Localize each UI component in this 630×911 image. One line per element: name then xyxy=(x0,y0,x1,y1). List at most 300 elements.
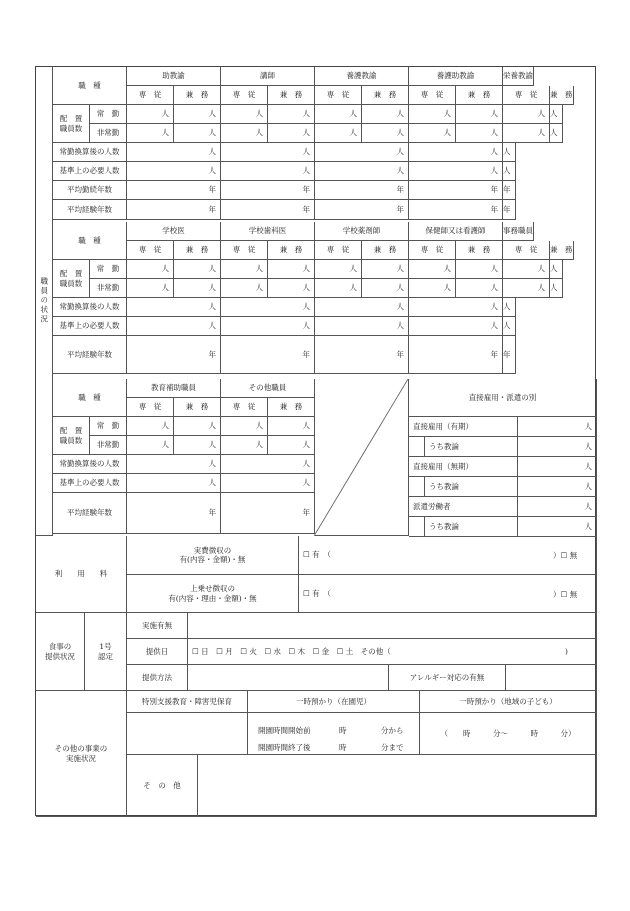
label-hijokin-text: 非常勤 xyxy=(96,283,120,293)
subheader-senju xyxy=(221,241,268,260)
label-hitsuyo xyxy=(53,474,127,493)
input-hitsuyo-text: 人 xyxy=(208,478,216,488)
input-count-kennin[interactable] xyxy=(174,417,221,436)
input-count-kennin[interactable] xyxy=(268,417,315,436)
input-count-kennin[interactable] xyxy=(174,260,221,279)
column-header xyxy=(221,67,315,86)
label-hitsuyo-text: 基準上の必要人数 xyxy=(59,478,120,488)
label-haichi-text: 配 置 職員数 xyxy=(59,269,83,288)
input-count-kennin[interactable] xyxy=(174,124,221,143)
input-hitsuyo-text: 人 xyxy=(503,321,511,331)
header-shokushu xyxy=(53,379,127,417)
input-kinzoku[interactable] xyxy=(221,181,315,200)
dispatch-row-label xyxy=(409,417,518,437)
column-header-text: 学校歯科医 xyxy=(248,226,287,236)
meal-jisshi-label xyxy=(127,613,188,639)
input-count-kennin-text: 人 xyxy=(208,440,216,450)
other-temp-out-label-text: 一時預かり（地域の子ども） xyxy=(459,696,557,706)
input-dispatch-count[interactable] xyxy=(518,417,597,437)
input-count-senju-text: 人 xyxy=(161,421,169,431)
meal-jisshi-label-text: 実施有無 xyxy=(142,620,172,630)
input-count-kennin-text: 人 xyxy=(396,128,404,138)
input-count-senju[interactable] xyxy=(127,279,174,298)
label-jokin-text: 常 勤 xyxy=(96,421,120,431)
input-temp-out-text: （ 時 分〜 時 分） xyxy=(440,728,576,738)
input-keiken-text: 年 xyxy=(490,204,498,214)
input-hitsuyo-text: 人 xyxy=(208,321,216,331)
label-keiken xyxy=(53,493,127,534)
column-header-text: その他職員 xyxy=(248,383,287,393)
input-count-kennin[interactable] xyxy=(268,260,315,279)
input-count-kennin[interactable] xyxy=(174,105,221,124)
input-count-kennin[interactable] xyxy=(550,124,563,143)
input-kansan[interactable] xyxy=(221,298,315,317)
subheader-kennin xyxy=(550,86,574,105)
fees-row2-close: ）☐ 無 xyxy=(553,590,578,599)
input-kinzoku[interactable] xyxy=(503,181,516,200)
input-keiken[interactable] xyxy=(503,200,516,220)
subheader-senju-text: 専 従 xyxy=(420,90,444,100)
input-count-senju[interactable] xyxy=(127,124,174,143)
input-kansan-text: 人 xyxy=(396,302,404,312)
input-keiken-text: 年 xyxy=(208,349,216,359)
input-keiken-text: 年 xyxy=(396,204,404,214)
input-kansan[interactable] xyxy=(409,298,503,317)
input-count-senju[interactable] xyxy=(503,105,550,124)
input-count-senju[interactable] xyxy=(221,417,268,436)
input-dispatch-count[interactable] xyxy=(518,517,597,537)
input-count-senju-text: 人 xyxy=(255,264,263,274)
subheader-senju xyxy=(503,86,550,105)
subheader-senju xyxy=(409,241,456,260)
input-dispatch-count[interactable] xyxy=(518,477,597,497)
meal-title-text: 食事の 提供状況 xyxy=(45,642,75,661)
input-kansan-text: 人 xyxy=(490,147,498,157)
school-staff-form xyxy=(35,66,596,816)
input-hitsuyo-text: 人 xyxy=(503,166,511,176)
input-meal-days-text: ☐ 日 ☐ 月 ☐ 火 ☐ 水 ☐ 木 ☐ 金 ☐ 土 その他（ xyxy=(192,646,391,656)
label-hijokin-text: 非常勤 xyxy=(96,440,120,450)
input-hitsuyo[interactable] xyxy=(127,162,221,181)
subheader-senju-text: 専 従 xyxy=(138,245,162,255)
input-count-kennin-text: 人 xyxy=(208,264,216,274)
input-hitsuyo-text: 人 xyxy=(396,166,404,176)
input-count-kennin[interactable] xyxy=(456,260,503,279)
input-hitsuyo-text: 人 xyxy=(490,321,498,331)
subheader-kennin xyxy=(456,86,503,105)
input-kansan[interactable] xyxy=(409,143,503,162)
subheader-kennin-text: 兼 務 xyxy=(467,90,491,100)
meal-sub-text: 1号 認定 xyxy=(98,642,113,661)
subheader-kennin-text: 兼 務 xyxy=(467,245,491,255)
input-hitsuyo[interactable] xyxy=(127,474,221,493)
input-count-kennin[interactable] xyxy=(362,105,409,124)
subheader-senju xyxy=(315,86,362,105)
input-count-kennin-text: 人 xyxy=(396,264,404,274)
input-count-senju[interactable] xyxy=(127,417,174,436)
input-count-kennin[interactable] xyxy=(550,105,563,124)
input-count-senju-text: 人 xyxy=(349,128,357,138)
open-after-label: 開園時間終了後 xyxy=(258,743,311,752)
input-hitsuyo[interactable] xyxy=(503,317,516,336)
input-count-senju[interactable] xyxy=(315,124,362,143)
label-kansan xyxy=(53,298,127,317)
column-header xyxy=(127,67,221,86)
input-keiken[interactable] xyxy=(127,493,221,534)
input-count-kennin-text: 人 xyxy=(550,109,558,119)
fees-row1-close: ）☐ 無 xyxy=(553,551,578,560)
label-kinzoku-text: 平均勤続年数 xyxy=(67,185,112,195)
input-dispatch-count[interactable] xyxy=(518,457,597,477)
input-kansan-text: 人 xyxy=(302,302,310,312)
header-shokushu-text: 職 種 xyxy=(78,80,101,90)
input-kansan[interactable] xyxy=(315,143,409,162)
input-count-senju[interactable] xyxy=(127,260,174,279)
input-keiken-text: 年 xyxy=(208,204,216,214)
label-haichi-text: 配 置 職員数 xyxy=(59,426,83,445)
input-count-kennin-text: 人 xyxy=(490,264,498,274)
column-header xyxy=(409,67,503,86)
input-hitsuyo-text: 人 xyxy=(208,166,216,176)
input-keiken-text: 年 xyxy=(503,349,511,359)
input-keiken[interactable] xyxy=(315,200,409,220)
subheader-kennin xyxy=(268,241,315,260)
column-header-text: 事務職員 xyxy=(503,226,533,236)
column-header-text: 教育補助職員 xyxy=(151,383,196,393)
input-meal-houhou[interactable] xyxy=(188,665,389,691)
subheader-kennin xyxy=(268,398,315,417)
label-hitsuyo xyxy=(53,317,127,336)
subheader-kennin-text: 兼 務 xyxy=(550,90,573,100)
subheader-kennin-text: 兼 務 xyxy=(185,245,209,255)
input-count-kennin[interactable] xyxy=(456,124,503,143)
dispatch-row-label-text: うち教論 xyxy=(429,441,459,451)
input-count-kennin-text: 人 xyxy=(302,128,310,138)
input-count-senju[interactable] xyxy=(221,436,268,455)
input-keiken[interactable] xyxy=(315,336,409,374)
other-temp-in-label-text: 一時預かり（在園児） xyxy=(296,696,371,706)
input-dispatch-count-text: 人 xyxy=(584,461,592,471)
column-header xyxy=(503,222,534,241)
input-keiken[interactable] xyxy=(409,336,503,374)
subheader-kennin-text: 兼 務 xyxy=(373,90,397,100)
input-kinzoku[interactable] xyxy=(315,181,409,200)
input-hitsuyo-text: 人 xyxy=(396,321,404,331)
input-count-senju[interactable] xyxy=(409,260,456,279)
input-count-kennin-text: 人 xyxy=(302,109,310,119)
label-hijokin-text: 非常勤 xyxy=(96,128,120,138)
input-hitsuyo[interactable] xyxy=(127,317,221,336)
input-fees-row1-text: ☐ 有 （ xyxy=(303,550,331,560)
column-header xyxy=(315,222,409,241)
input-dispatch-count-text: 人 xyxy=(584,421,592,431)
input-count-kennin[interactable] xyxy=(456,279,503,298)
column-header xyxy=(221,222,315,241)
input-kansan[interactable] xyxy=(221,455,315,474)
fees-row1-label xyxy=(127,536,299,575)
other-special-label-text: 特別支援教育・障害児保育 xyxy=(142,696,232,706)
open-before-fun: 分から xyxy=(381,726,404,735)
input-hitsuyo[interactable] xyxy=(221,317,315,336)
label-kinzoku xyxy=(53,181,127,200)
input-count-kennin-text: 人 xyxy=(550,264,558,274)
input-kansan-text: 人 xyxy=(302,147,310,157)
label-keiken xyxy=(53,336,127,374)
label-kansan-text: 常勤換算後の人数 xyxy=(59,147,120,157)
column-header xyxy=(315,67,409,86)
column-header-text: 講師 xyxy=(260,71,275,81)
input-count-kennin-text: 人 xyxy=(302,421,310,431)
input-kinzoku[interactable] xyxy=(409,181,503,200)
input-keiken[interactable] xyxy=(221,200,315,220)
open-after-ji: 時 xyxy=(339,743,347,752)
input-count-senju-text: 人 xyxy=(349,109,357,119)
input-count-kennin[interactable] xyxy=(268,105,315,124)
subheader-senju-text: 専 従 xyxy=(326,245,350,255)
dispatch-row-label-text: うち教論 xyxy=(429,521,459,531)
input-kinzoku-text: 年 xyxy=(208,185,216,195)
input-count-kennin[interactable] xyxy=(174,436,221,455)
open-before-label: 開園時間開始前 xyxy=(258,726,311,735)
input-count-kennin-text: 人 xyxy=(208,128,216,138)
input-count-kennin[interactable] xyxy=(550,279,563,298)
input-meal-allergy[interactable] xyxy=(506,665,597,691)
input-count-senju-text: 人 xyxy=(443,128,451,138)
input-count-senju[interactable] xyxy=(315,279,362,298)
input-hitsuyo[interactable] xyxy=(315,162,409,181)
fees-title-text: 利 用 料 xyxy=(54,569,108,579)
label-haichi xyxy=(53,260,90,298)
input-kansan[interactable] xyxy=(127,298,221,317)
input-keiken-text: 年 xyxy=(302,349,310,359)
input-count-kennin-text: 人 xyxy=(396,109,404,119)
input-keiken[interactable] xyxy=(127,200,221,220)
input-count-senju-text: 人 xyxy=(161,109,169,119)
label-hitsuyo xyxy=(53,162,127,181)
input-count-kennin-text: 人 xyxy=(302,440,310,450)
input-count-senju-text: 人 xyxy=(255,109,263,119)
input-kansan-text: 人 xyxy=(503,302,511,312)
label-jokin xyxy=(90,105,127,124)
fees-row1-label-text: 実費徴収の 有(内容・金額)・無 xyxy=(179,545,246,564)
input-hitsuyo-text: 人 xyxy=(302,321,310,331)
other-title xyxy=(36,691,127,817)
input-keiken[interactable] xyxy=(221,336,315,374)
input-count-kennin-text: 人 xyxy=(302,264,310,274)
input-dispatch-count[interactable] xyxy=(518,437,597,457)
input-count-kennin[interactable] xyxy=(362,260,409,279)
input-count-kennin-text: 人 xyxy=(490,109,498,119)
input-count-kennin[interactable] xyxy=(362,124,409,143)
input-meal-jisshi[interactable] xyxy=(188,613,597,639)
other-sonota-label-text: そ の 他 xyxy=(143,780,181,790)
label-jokin xyxy=(90,260,127,279)
input-count-senju-text: 人 xyxy=(537,128,545,138)
staff-section-label-text: 職員の状況 xyxy=(39,277,49,325)
input-keiken[interactable] xyxy=(127,336,221,374)
input-hitsuyo[interactable] xyxy=(503,162,516,181)
subheader-senju-text: 専 従 xyxy=(326,90,350,100)
input-kansan[interactable] xyxy=(315,298,409,317)
other-title-text: その他の事業の 実施状況 xyxy=(54,744,108,763)
open-before-ji: 時 xyxy=(339,726,347,735)
subheader-kennin-text: 兼 務 xyxy=(279,90,303,100)
column-header-text: 栄養教諭 xyxy=(503,71,533,81)
label-haichi xyxy=(53,105,90,143)
fees-row2-label-text: 上乗せ徴収の 有(内容・理由・金額)・無 xyxy=(168,584,257,603)
column-header xyxy=(127,222,221,241)
label-jokin-text: 常 勤 xyxy=(96,264,120,274)
input-count-senju-text: 人 xyxy=(349,283,357,293)
meal-allergy-label-text: アレルギー対応の有無 xyxy=(409,672,485,682)
input-count-kennin[interactable] xyxy=(550,260,563,279)
input-count-senju[interactable] xyxy=(409,124,456,143)
input-kansan-text: 人 xyxy=(208,459,216,469)
input-dispatch-count[interactable] xyxy=(518,497,597,517)
input-count-senju[interactable] xyxy=(221,105,268,124)
column-header xyxy=(127,379,221,398)
input-count-senju-text: 人 xyxy=(349,264,357,274)
input-kansan[interactable] xyxy=(127,455,221,474)
input-sonota[interactable] xyxy=(198,755,597,817)
dispatch-title xyxy=(409,379,597,417)
meal-teikyobi-label xyxy=(127,639,188,665)
label-keiken-text: 平均経験年数 xyxy=(67,349,112,359)
input-count-senju[interactable] xyxy=(503,260,550,279)
subheader-senju-text: 専 従 xyxy=(138,402,162,412)
input-kansan-text: 人 xyxy=(208,302,216,312)
input-kansan-text: 人 xyxy=(396,147,404,157)
label-kansan xyxy=(53,143,127,162)
input-count-kennin[interactable] xyxy=(174,279,221,298)
subheader-senju xyxy=(409,86,456,105)
input-count-kennin[interactable] xyxy=(268,279,315,298)
input-hitsuyo[interactable] xyxy=(315,317,409,336)
dispatch-row-label xyxy=(409,497,518,517)
input-keiken-text: 年 xyxy=(490,349,498,359)
input-hitsuyo[interactable] xyxy=(409,162,503,181)
input-hitsuyo[interactable] xyxy=(221,474,315,493)
dispatch-row-label xyxy=(409,457,518,477)
input-hitsuyo[interactable] xyxy=(221,162,315,181)
meal-sub xyxy=(85,613,127,691)
subheader-kennin-text: 兼 務 xyxy=(279,245,303,255)
input-keiken-text: 年 xyxy=(208,508,216,518)
input-hitsuyo[interactable] xyxy=(409,317,503,336)
label-jokin-text: 常 勤 xyxy=(96,109,120,119)
subheader-kennin xyxy=(174,241,221,260)
dispatch-row-label-text: 直接雇用（無期） xyxy=(413,461,473,471)
input-dispatch-count-text: 人 xyxy=(584,481,592,491)
input-count-senju-text: 人 xyxy=(161,264,169,274)
subheader-kennin-text: 兼 務 xyxy=(185,90,209,100)
subheader-kennin-text: 兼 務 xyxy=(185,402,209,412)
input-kansan-text: 人 xyxy=(490,302,498,312)
input-kansan[interactable] xyxy=(503,298,516,317)
input-count-senju[interactable] xyxy=(315,260,362,279)
meal-title xyxy=(36,613,85,691)
input-count-senju[interactable] xyxy=(503,279,550,298)
input-count-senju-text: 人 xyxy=(161,440,169,450)
input-keiken[interactable] xyxy=(503,336,516,374)
input-count-kennin-text: 人 xyxy=(550,128,558,138)
input-count-senju[interactable] xyxy=(127,105,174,124)
input-dispatch-count-text: 人 xyxy=(584,501,592,511)
input-count-kennin[interactable] xyxy=(268,124,315,143)
input-count-senju-text: 人 xyxy=(443,264,451,274)
subheader-kennin-text: 兼 務 xyxy=(373,245,397,255)
input-special[interactable] xyxy=(127,713,248,755)
input-count-senju-text: 人 xyxy=(255,128,263,138)
input-count-kennin[interactable] xyxy=(362,279,409,298)
meal-houhou-label xyxy=(127,665,188,691)
input-count-kennin-text: 人 xyxy=(302,283,310,293)
input-count-senju-text: 人 xyxy=(255,283,263,293)
dispatch-row-label xyxy=(425,477,518,497)
header-shokushu xyxy=(53,222,127,260)
input-count-senju[interactable] xyxy=(127,436,174,455)
subheader-kennin-text: 兼 務 xyxy=(550,245,573,255)
input-count-senju-text: 人 xyxy=(255,421,263,431)
input-count-senju[interactable] xyxy=(409,279,456,298)
subheader-kennin xyxy=(456,241,503,260)
input-count-kennin[interactable] xyxy=(456,105,503,124)
input-count-senju[interactable] xyxy=(221,124,268,143)
input-count-senju[interactable] xyxy=(315,105,362,124)
input-kansan[interactable] xyxy=(503,143,516,162)
input-temp-out[interactable] xyxy=(420,713,597,755)
dispatch-row-label-text: 直接雇用（有期） xyxy=(413,421,473,431)
input-keiken[interactable] xyxy=(409,200,503,220)
meal-houhou-label-text: 提供方法 xyxy=(142,672,172,682)
input-meal-days[interactable] xyxy=(188,639,597,665)
input-kinzoku-text: 年 xyxy=(503,185,511,195)
column-header-text: 学校医 xyxy=(162,226,185,236)
meal-allergy-label xyxy=(389,665,506,691)
subheader-senju-text: 専 従 xyxy=(232,245,256,255)
input-kansan[interactable] xyxy=(221,143,315,162)
input-count-senju[interactable] xyxy=(409,105,456,124)
input-count-senju[interactable] xyxy=(221,279,268,298)
label-haichi xyxy=(53,417,90,455)
header-shokushu xyxy=(53,67,127,105)
meal-days-close: ) xyxy=(565,647,568,656)
staff-section-label xyxy=(36,67,53,536)
input-kinzoku[interactable] xyxy=(127,181,221,200)
dispatch-indent xyxy=(409,437,425,457)
diagonal-strike xyxy=(314,379,410,536)
dispatch-indent xyxy=(409,477,425,497)
input-count-senju[interactable] xyxy=(503,124,550,143)
input-count-senju[interactable] xyxy=(221,260,268,279)
subheader-senju xyxy=(127,86,174,105)
subheader-senju-text: 専 従 xyxy=(232,90,256,100)
label-kansan-text: 常勤換算後の人数 xyxy=(59,459,120,469)
column-header-text: 助教諭 xyxy=(162,71,185,81)
input-count-kennin[interactable] xyxy=(268,436,315,455)
fees-row2-label xyxy=(127,575,299,613)
input-hitsuyo-text: 人 xyxy=(302,166,310,176)
input-kansan-text: 人 xyxy=(503,147,511,157)
label-keiken xyxy=(53,200,127,220)
input-count-senju-text: 人 xyxy=(161,128,169,138)
input-kansan[interactable] xyxy=(127,143,221,162)
subheader-senju-text: 専 従 xyxy=(138,90,162,100)
input-keiken[interactable] xyxy=(221,493,315,534)
subheader-kennin xyxy=(550,241,574,260)
subheader-kennin xyxy=(362,241,409,260)
header-shokushu-text: 職 種 xyxy=(78,392,101,402)
